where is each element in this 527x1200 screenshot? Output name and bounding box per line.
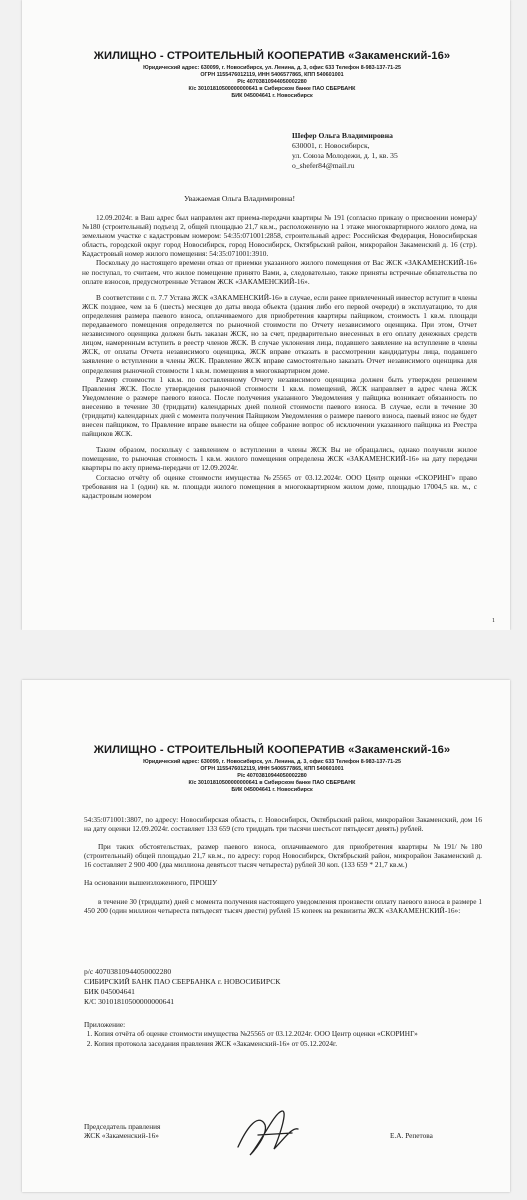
requisite-line: СИБИРСКИЙ БАНК ПАО СБЕРБАНКА г. НОВОСИБИРСК	[84, 977, 281, 986]
letterhead-line: Юридический адрес: 630099, г. Новосибирск, ул. Ленина, д. 3, офис 633 Телефон 8-983-137-71-25	[143, 65, 401, 71]
appendix-item: 2. Копия протокола заседания правления ЖСК «Закаменский-16» от 05.12.2024г.	[94, 1039, 479, 1048]
page-gap	[0, 630, 527, 680]
letter-page-2	[22, 680, 510, 1192]
letterhead-line: К/с 30101810500000000641 в Сибирском банке ПАО СБЕРБАНК	[188, 780, 356, 786]
letterhead-line: ОГРН 1155476012119, ИНН 5406577865, КПП 540601001	[200, 72, 344, 78]
paragraph: 54:35:071001:3807, по адресу: Новосибирская область, г. Новосибирск, Октябрьский район, микрорайон Закаменский, дом 16 на дату оценки 12.09.2024г. составляет 133 659 (сто тридцать три тысячи шестьсот пятьдесят девять) рублей.	[84, 815, 482, 834]
paragraph: Согласно отчёту об оценке стоимости имущества №25565 от 03.12.2024г. ООО Центр оценки «СКОРИНГ» право требования на 1 (один) кв. м. площади жилого помещения в многоквартирном жилом доме, площадью 17004,5 кв. м., с кадастровым номером	[82, 472, 477, 500]
signer-name: Е.А. Репетова	[390, 1131, 433, 1140]
letterhead-title: ЖИЛИЩНО - СТРОИТЕЛЬНЫЙ КООПЕРАТИВ «Закаменский-16»	[93, 744, 451, 756]
letterhead-line: К/с 30101810500000000641 в Сибирском банке ПАО СБЕРБАНК	[188, 86, 356, 92]
salutation: Уважаемая Ольга Владимировна!	[184, 194, 296, 203]
letterhead-line: Юридический адрес: 630099, г. Новосибирск, ул. Ленина, д. 3, офис 633 Телефон 8-983-137-71-25	[143, 759, 401, 765]
requisite-line: БИК 045004641	[84, 987, 135, 996]
paragraph: 12.09.2024г. в Ваш адрес был направлен акт приема-передачи квартиры № 191 (согласно приказу о присвоении номера)/№180 (строительный) подъезд 2, общей площадью 21,7 кв.м., расположенную на 1 этаже многоквартирного жилого дома, на земельном участке с кадастровым номером: 54:35:071001:2858, строительный адрес: Российская Федерация, Новосибирская область, городской округ город Новосибирск, город Новосибирск, Октябрьский район, микрорайон Закаменский д. 16 (стр). Кадастровый номер жилого помещения: 54:35:071001:3910.	[82, 213, 477, 259]
recipient-name: Шефер Ольга Владимировна	[292, 131, 393, 140]
letterhead-line: ОГРН 1155476012119, ИНН 5406577865, КПП 540601001	[200, 766, 344, 772]
requisite-line: р/с 40703810944050002280	[84, 967, 172, 976]
paragraph: При таких обстоятельствах, размер паевого взноса, оплачиваемого для приобретения квартиры №191/№180 (строительный) общей площадью 21,7 кв.м., по адресу: город Новосибирск, Октябрьский район, микрорайон Закаменский д. 16 составляет 2 900 400 (два миллиона девятьсот тысяч четыреста) рублей 30 коп. (133 659 * 21,7 кв.м.)	[84, 842, 482, 870]
letterhead-title: ЖИЛИЩНО - СТРОИТЕЛЬНЫЙ КООПЕРАТИВ «Закаменский-16»	[93, 50, 451, 62]
paragraph: Таким образом, поскольку с заявлением о вступлении в члены ЖСК Вы не обращались, однако получили жилое помещение, то рыночная стоимость 1 кв.м. жилого помещения определена ЖСК «ЗАКАМЕНСКИЙ-16» на дату передачи квартиры по акту приема-передачи от 12.09.2024г.	[82, 445, 477, 473]
letterhead-line: Р/с 40703810944050002280	[237, 79, 307, 85]
letterhead	[52, 50, 492, 100]
appendix-item: 1. Копия отчёта об оценке стоимости имущества №25565 от 03.12.2024г. ООО Центр оценки «СКОРИНГ»	[94, 1029, 479, 1038]
letterhead-line: БИК 045004641 г. Новосибирск	[231, 93, 313, 99]
appendix	[84, 1020, 479, 1048]
appendix-title: Приложение:	[84, 1020, 126, 1029]
letter-body	[82, 213, 477, 500]
letter-body	[84, 815, 482, 915]
signer-title	[84, 1122, 160, 1141]
paragraph: в течение 30 (тридцати) дней с момента получения настоящего уведомления произвести оплату паевого взноса в размере 1 450 200 (один миллион четыреста пятьдесят тысяч двести) рублей 15 копеек на реквизиты ЖСК «ЗАКАМЕНСКИЙ-16»:	[84, 896, 482, 915]
recipient-block	[292, 131, 398, 171]
letterhead	[52, 744, 492, 794]
recipient-address-line: ул. Союза Молодежи, д. 1, кв. 35	[292, 151, 398, 160]
handwritten-signature	[228, 1105, 308, 1165]
requisite-line: К/С 30101810500000000641	[84, 997, 175, 1006]
recipient-email: o_shefer84@mail.ru	[292, 161, 355, 170]
paragraph: В соответствии с п. 7.7 Устава ЖСК «ЗАКАМЕНСКИЙ-16» в случае, если ранее привлеченный инвестор вступит в члены ЖСК позднее, чем за 6 (шесть) месяцев до даты ввода объекта (здания либо его первой очереди) в эксплуатацию, то для определения размера паевого взноса, оплачиваемого для приобретения квартиры пайщиком, стоимость 1 кв.м. площади передаваемого помещения определяется по рыночной стоимости по Отчету независимого оценщика. При этом, Отчет независимого оценщика должен быть заказан ЖСК, но за счет, предварительно внесенных в его оплату денежных средств лицом, намеренным вступить в реестр членов ЖСК. В случае уклонения лица, подавшего заявление на вступление в члены ЖСК, от оплаты Отчета независимого оценщика, ЖСК вправе отказать в рассмотрении кандидатуры лица, подавшего заявление о вступлении в члены ЖСК. Правление ЖСК вправе самостоятельно заказать Отчет независимого оценщика для определения рыночной стоимости 1 кв.м. помещения в многоквартирном доме.	[82, 292, 477, 375]
letterhead-line: БИК 045004641 г. Новосибирск	[231, 787, 313, 793]
letter-page-1	[22, 0, 510, 630]
paragraph: Размер стоимости 1 кв.м. по составленному Отчету независимого оценщика должен быть утвержден решением Правления ЖСК. После утверждения рыночной стоимости 1 кв.м. помещений, ЖСК направляет в адрес члена ЖСК Уведомление о размере паевого взноса. После получения указанного Уведомления у пайщика возникает обязанность по внесению в течение 30 (тридцати) календарных дней полной стоимости паевого взноса. В случае, если в течение 30 (тридцати) календарных дней с момента получения Пайщиком Уведомления о размере паевого взноса, паевый взнос не будет внесен пайщиком, то Правление вправе вынести на общее собрание вопрос об исключении указанного пайщика из Реестра пайщиков ЖСК.	[82, 374, 477, 439]
paragraph: На основании вышеизложенного, ПРОШУ	[84, 878, 218, 888]
signer-position: Председатель правления	[84, 1122, 161, 1131]
recipient-address-line: 630001, г. Новосибирск,	[292, 141, 370, 150]
page-number: 1	[492, 618, 495, 624]
letterhead-line: Р/с 40703810944050002280	[237, 773, 307, 779]
signer-organization: ЖСК «Закаменский-16»	[84, 1131, 159, 1141]
bank-requisites	[84, 967, 280, 1007]
paragraph: Поскольку до настоящего времени отказ от приемки указанного жилого помещения от Вас ЖСК «ЗАКАМЕНСКИЙ-16» не поступал, то считаем, что жилое помещение принято Вами, а, следовательно, также приняты встречные обязательства по оплате взносов, предусмотренные Уставом ЖСК «ЗАКАМЕНСКИЙ-16».	[82, 258, 477, 286]
